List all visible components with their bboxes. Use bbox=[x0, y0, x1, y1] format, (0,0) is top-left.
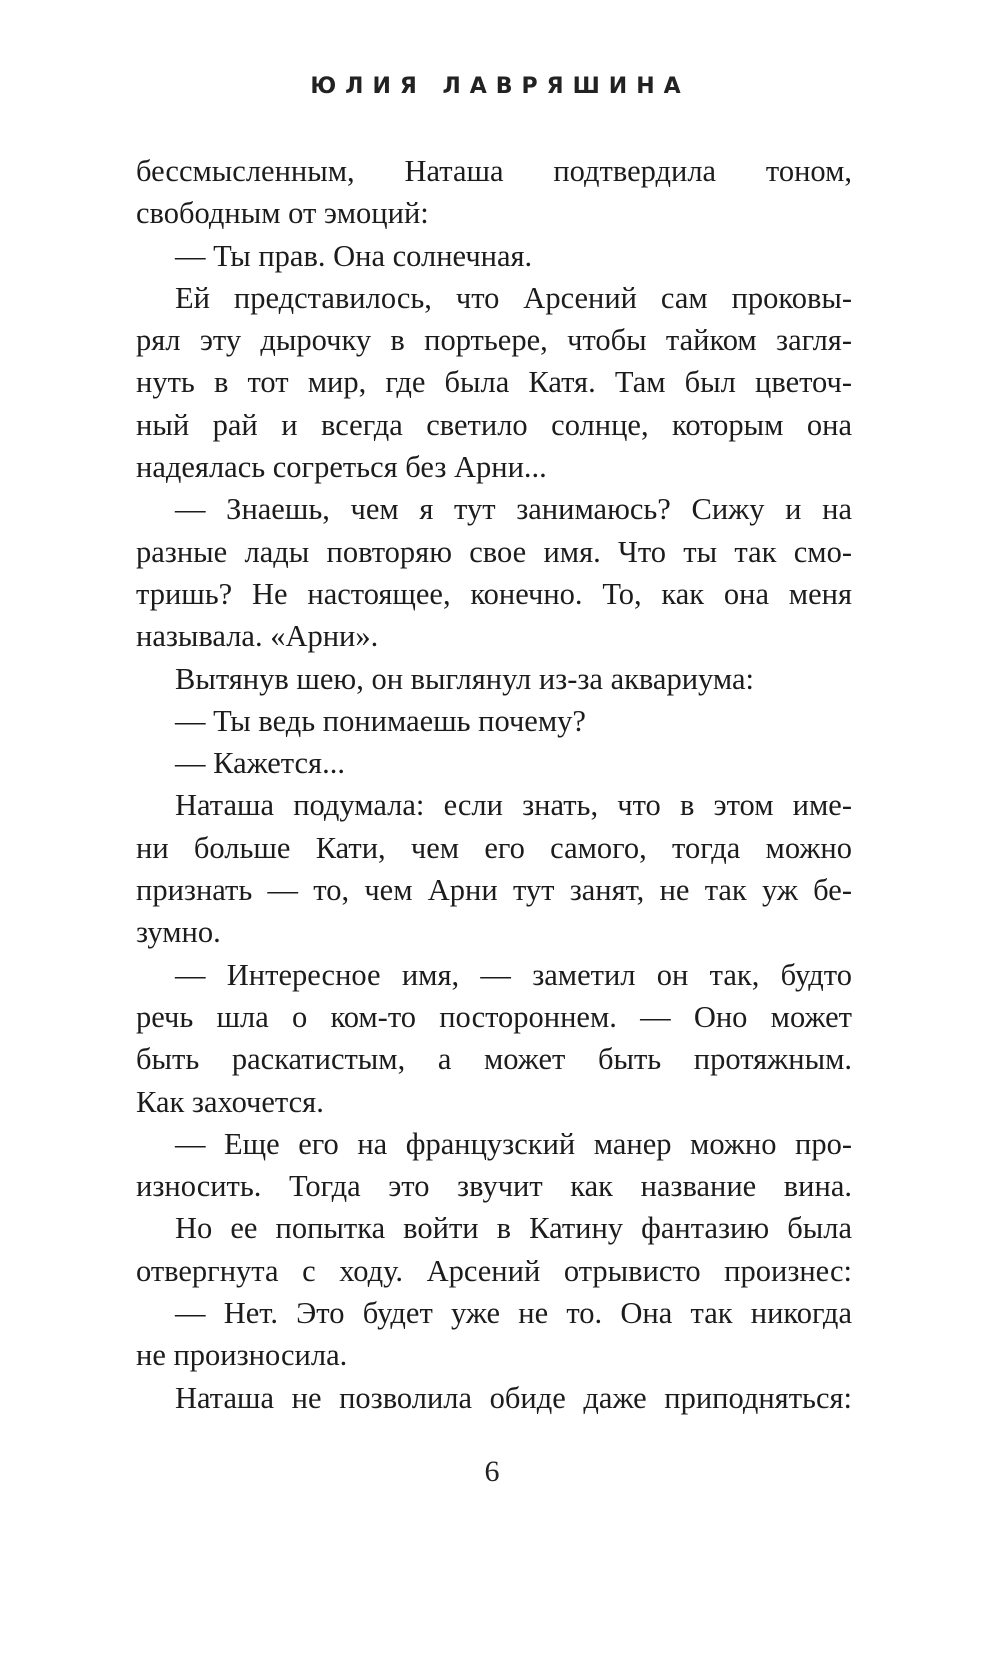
text-line: Но ее попытка войти в Катину фантазию была bbox=[175, 1211, 852, 1246]
text-line: ни больше Кати, чем его самого, тогда можно bbox=[136, 830, 852, 865]
text-line: износить. Тогда это звучит как название вина. bbox=[136, 1169, 852, 1204]
text-line: разные лады повторяю свое имя. Что ты так смо- bbox=[136, 534, 852, 569]
text-line: Наташа подумала: если знать, что в этом име- bbox=[175, 788, 852, 823]
text-line: ный рай и всегда светило солнце, которым она bbox=[136, 407, 852, 442]
text-line: отвергнута с ходу. Арсений отрывисто произнес: bbox=[136, 1253, 852, 1288]
text-line: Как захочется. bbox=[136, 1084, 324, 1119]
text-line: называла. «Арни». bbox=[136, 619, 379, 654]
text-line: не произносила. bbox=[136, 1338, 348, 1373]
text-line: — Еще его на французский манер можно про- bbox=[175, 1126, 852, 1161]
text-line: — Интересное имя, — заметил он так, будто bbox=[175, 957, 852, 992]
page-number: 6 bbox=[484, 1455, 500, 1488]
text-line: бессмысленным, Наташа подтвердила тоном, bbox=[136, 154, 852, 188]
text-line: зумно. bbox=[136, 915, 221, 950]
running-header-author: ЮЛИЯ ЛАВРЯШИНА bbox=[310, 74, 690, 99]
text-line: — Ты прав. Она солнечная. bbox=[175, 238, 533, 273]
body-text bbox=[136, 150, 852, 1419]
text-line: — Знаешь, чем я тут занимаюсь? Сижу и на bbox=[175, 492, 852, 527]
text-line: речь шла о ком-то постороннем. — Оно может bbox=[136, 999, 852, 1034]
text-line: нуть в тот мир, где была Катя. Там был цветоч- bbox=[136, 365, 852, 400]
text-line: Ей представилось, что Арсений сам проковы- bbox=[175, 280, 852, 315]
text-line: свободным от эмоций: bbox=[136, 196, 429, 231]
text-line: Вытянув шею, он выглянул из-за аквариума: bbox=[175, 661, 754, 696]
text-line: тришь? Не настоящее, конечно. То, как она меня bbox=[136, 576, 852, 611]
text-line: рял эту дырочку в портьере, чтобы тайком загля- bbox=[136, 323, 852, 358]
text-line: — Ты ведь понимаешь почему? bbox=[175, 703, 586, 738]
text-line: Наташа не позволила обиде даже приподняться: bbox=[175, 1380, 852, 1415]
text-line: быть раскатистым, а может быть протяжным. bbox=[136, 1042, 852, 1077]
text-line: надеялась согреться без Арни... bbox=[136, 450, 547, 485]
text-line: — Нет. Это будет уже не то. Она так никогда bbox=[175, 1296, 852, 1331]
text-line: — Кажется... bbox=[175, 746, 345, 781]
text-line: признать — то, чем Арни тут занят, не так уж бе- bbox=[136, 873, 852, 908]
